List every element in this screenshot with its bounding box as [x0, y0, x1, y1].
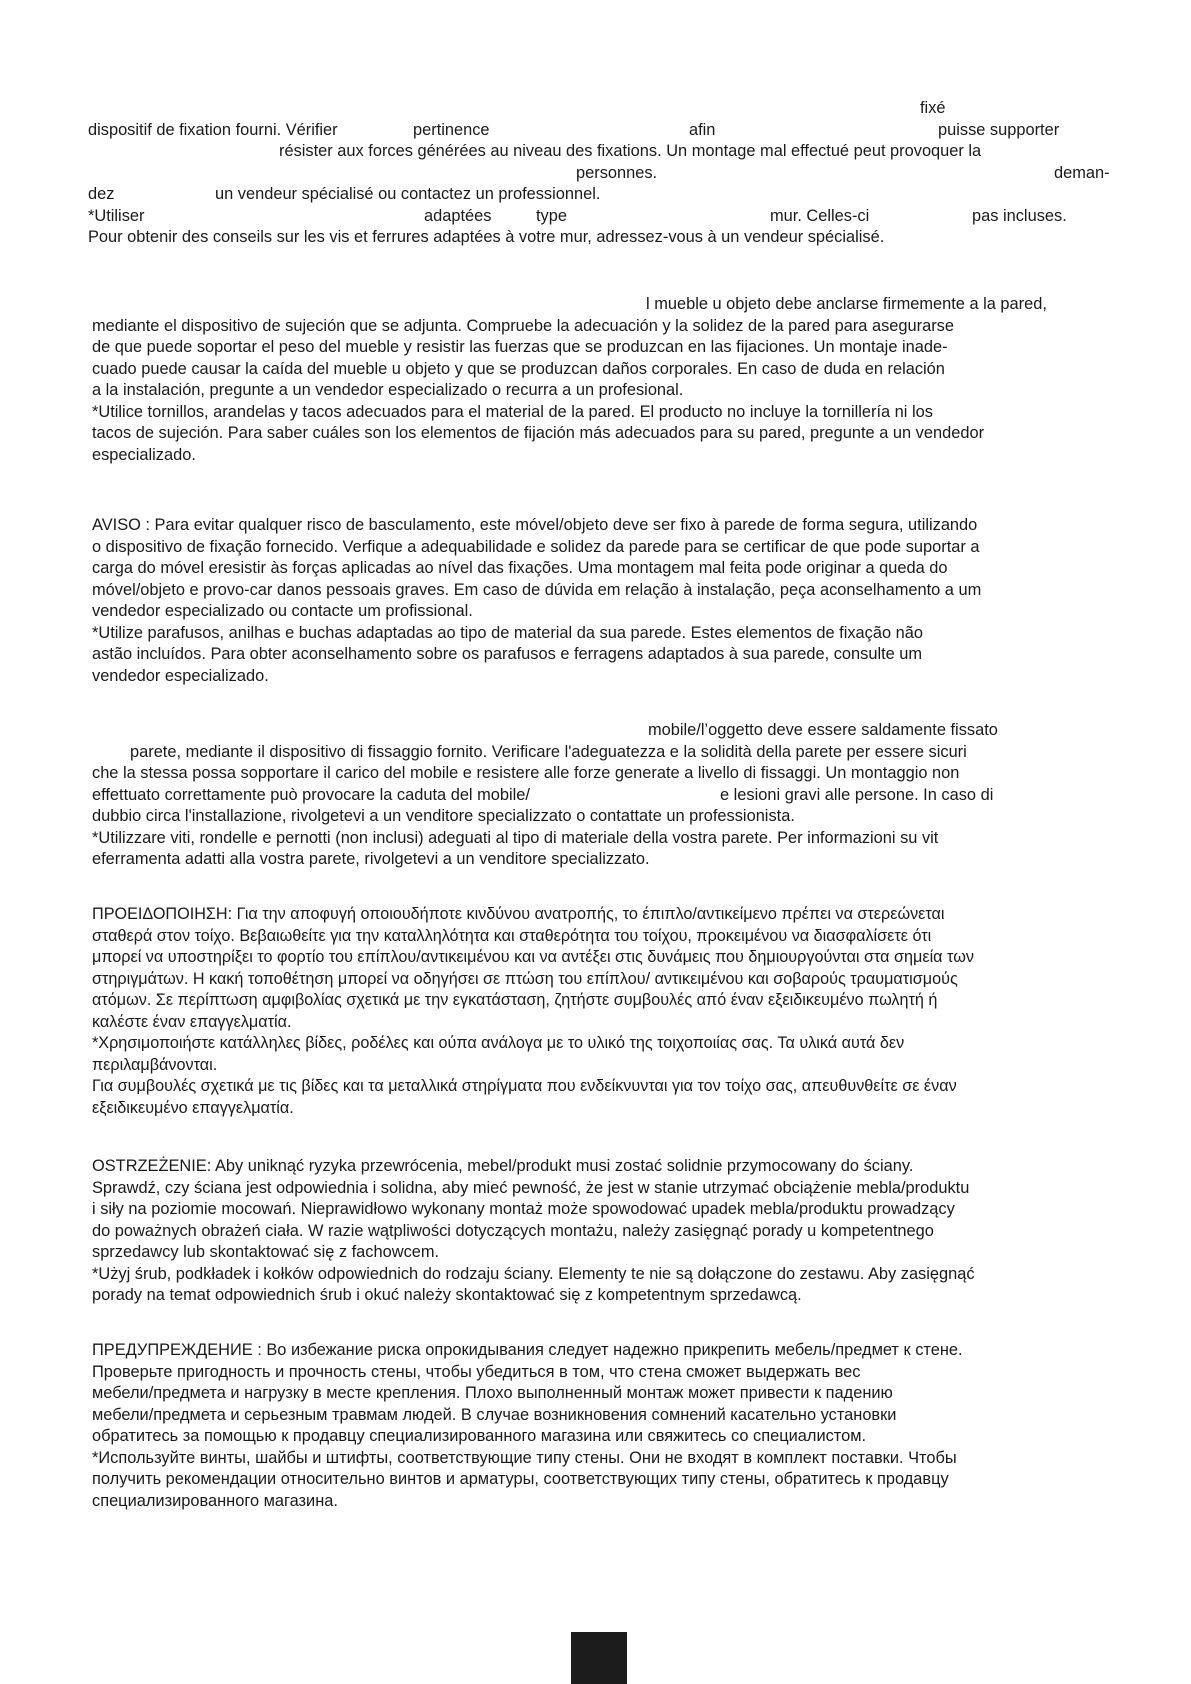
text-line: мебели/предмета и серьезным травмам людей. В случае возникновения сомнений касательно установки	[92, 1405, 897, 1424]
text-line: a la instalación, pregunte a un vendedor especializado o recurra a un profesional.	[92, 381, 684, 399]
text-line: astão incluídos. Para obter aconselhamento sobre os parafusos e ferragens adaptados à sua parede, consulte um	[92, 645, 923, 663]
text-fragment: fixé	[920, 99, 946, 117]
text-line: καλέστε έναν επαγγελματία.	[92, 1012, 292, 1031]
text-line: *Utilize parafusos, anilhas e buchas adaptadas ao tipo de material da sua parede. Estes elementos de fixação não	[92, 623, 923, 642]
text-line: Проверьте пригодность и прочность стены, чтобы убедиться в том, что стена сможет выдержать вес	[92, 1362, 861, 1381]
text-line: περιλαμβάνονται.	[92, 1055, 218, 1074]
text-fragment: afin	[689, 120, 716, 139]
text-line: i siły na poziomie mocowań. Nieprawidłowo wykonany montaż może spowodować upadek mebla/produktu prowadzący	[92, 1200, 955, 1218]
text-fragment: personnes.	[576, 163, 658, 182]
text-line: mediante el dispositivo de sujeción que se adjunta. Compruebe la adecuación y la solidez de la pared para asegurarse	[92, 316, 954, 335]
text-line: σταθερά στον τοίχο. Βεβαιωθείτε για την καταλληλότητα και σταθερότητα του τοίχου, προκειμένου να διασφαλίσετε ότι	[92, 926, 932, 945]
warning-russian	[92, 1340, 1132, 1512]
text-line: Για συμβουλές σχετικά με τις βίδες και τα μεταλλικά στηρίγματα που ενδείκνυνται για τον τοίχο σας, απευθυνθείτε σε έναν	[92, 1077, 957, 1095]
text-fragment: adaptées	[424, 206, 492, 225]
text-fragment: pertinence	[413, 120, 490, 139]
text-line: AVISO : Para evitar qualquer risco de basculamento, este móvel/objeto deve ser fixo à parede de forma segura, utilizando	[92, 516, 978, 534]
text-line: do poważnych obrażeń ciała. W razie wątpliwości dotyczących montażu, należy zasięgnąć porady u kompetentnego	[92, 1221, 934, 1240]
warning-portuguese	[92, 515, 1132, 687]
text-line: *Użyj śrub, podkładek i kołków odpowiednich do rodzaju ściany. Elementy te nie są dołączone do zestawu. Aby zasięgnąć	[92, 1264, 975, 1283]
text-line: vendedor especializado.	[92, 666, 269, 685]
text-fragment: parete, mediante il dispositivo di fissaggio fornito. Verificare l'adeguatezza e la solidità della parete per essere sicuri	[130, 742, 967, 761]
warning-spanish	[92, 294, 1132, 466]
text-fragment: Pour obtenir des conseils sur les vis et ferrures adaptées à votre mur, adressez-vous à un vendeur spécialisé.	[88, 228, 885, 246]
text-fragment: pas incluses.	[972, 206, 1067, 225]
text-line: ПРЕДУПРЕЖДЕНИЕ : Во избежание риска опрокидывания следует надежно прикрепить мебель/предмет к стене.	[92, 1341, 963, 1359]
text-line: l mueble u objeto debe anclarse firmemente a la pared,	[646, 295, 1047, 313]
text-line: especializado.	[92, 445, 196, 464]
text-line: ΠΡΟΕΙΔΟΠΟΙΗΣΗ: Για την αποφυγή οποιουδήποτε κινδύνου ανατροπής, το έπιπλο/αντικείμενο πρέπει να στερεώνεται	[92, 905, 945, 923]
text-fragment: mur. Celles-ci	[770, 206, 870, 225]
text-line: *Используйте винты, шайбы и штифты, соответствующие типу стены. Они не входят в комплект поставки. Чтобы	[92, 1448, 957, 1467]
text-line: OSTRZEŻENIE: Aby uniknąć ryzyka przewrócenia, mebel/produkt musi zostać solidnie przymocowany do ściany.	[92, 1157, 914, 1175]
text-line: vendedor especializado ou contacte um profissional.	[92, 602, 473, 620]
text-line: porady na temat odpowiednich śrub i okuć należy skontaktować się z kompetentnym sprzedawcą.	[92, 1286, 802, 1304]
text-line: специализированного магазина.	[92, 1491, 338, 1510]
text-line: εξειδικευμένο επαγγελματία.	[92, 1098, 294, 1117]
text-fragment: dispositif de fixation fourni. Vérifier	[88, 120, 338, 139]
text-fragment: type	[536, 206, 567, 225]
text-line: обратитесь за помощью к продавцу специализированного магазина или свяжитесь со специалистом.	[92, 1427, 867, 1445]
text-fragment: *Utilizzare viti, rondelle e pernotti (non inclusi) adeguati al tipo di materiale della vostra parete. Per informazioni su vit	[92, 828, 939, 847]
text-line: ατόμων. Σε περίπτωση αμφιβολίας σχετικά με την εγκατάσταση, ζητήστε συμβουλές από έναν εξειδικευμένο πωλητή ή	[92, 991, 938, 1009]
text-fragment: e lesioni gravi alle persone. In caso di	[720, 785, 994, 804]
text-line: tacos de sujeción. Para saber cuáles son los elementos de fijación más adecuados para su pared, pregunte a un vendedor	[92, 424, 985, 442]
text-line: мебели/предмета и нагрузку в месте крепления. Плохо выполненный монтаж может привести к падению	[92, 1384, 893, 1402]
warning-greek	[92, 904, 1132, 1119]
text-fragment: un vendeur spécialisé ou contactez un professionnel.	[215, 185, 601, 203]
text-fragment: dez	[88, 185, 115, 203]
text-line: *Utilice tornillos, arandelas y tacos adecuados para el material de la pared. El producto no incluye la tornillería ni los	[92, 402, 933, 421]
text-fragment: deman-	[1054, 163, 1110, 182]
text-line: получить рекомендации относительно винтов и арматуры, соответствующих типу стены, обратитесь к продавцу	[92, 1470, 949, 1488]
page-number-tab	[571, 1632, 627, 1684]
warning-polish	[92, 1156, 1132, 1307]
text-line: sprzedawcy lub skontaktować się z fachowcem.	[92, 1243, 440, 1261]
text-fragment: résister aux forces générées au niveau des fixations. Un montage mal effectué peut provoquer la	[279, 142, 982, 160]
text-fragment: puisse supporter	[938, 120, 1060, 139]
text-fragment: *Utiliser	[88, 206, 145, 225]
warning-italian	[92, 720, 1132, 871]
text-line: carga do móvel eresistir às forças aplicadas ao nível das fixações. Uma montagem mal feita pode originar a queda do	[92, 559, 948, 577]
text-line: στηριγμάτων. Η κακή τοποθέτηση μπορεί να οδηγήσει σε πτώση του επίπλου/ αντικειμένου και σοβαρούς τραυματισμούς	[92, 969, 958, 988]
text-fragment: effettuato correttamente può provocare la caduta del mobile/	[92, 785, 530, 804]
text-line: Sprawdź, czy ściana jest odpowiednia i solidna, aby mieć pewność, że jest w stanie utrzymać obciążenie mebla/produktu	[92, 1178, 970, 1197]
text-line: o dispositivo de fixação fornecido. Verfique a adequabilidade e solidez da parede para se certificar de que pode suportar a	[92, 537, 980, 556]
text-fragment: eferramenta adatti alla vostra parete, rivolgetevi a un venditore specializzato.	[92, 850, 650, 868]
text-fragment: mobile/l’oggetto deve essere saldamente fissato	[648, 721, 998, 739]
text-fragment: che la stessa possa sopportare il carico del mobile e resistere alle forze generate a livello di fissaggi. Un montaggio non	[92, 764, 960, 782]
text-line: μπορεί να υποστηρίξει το φορτίο του επίπλου/αντικειμένου και να αντέξει στις δυνάμεις που δημιουργούνται στα σημεία των	[92, 948, 974, 966]
text-line: de que puede soportar el peso del mueble y resistir las fuerzas que se produzcan en las fijaciones. Un montaje inade-	[92, 338, 948, 356]
text-fragment: dubbio circa l'installazione, rivolgetevi a un venditore specializzato o contattate un professionista.	[92, 807, 795, 825]
warning-french	[88, 98, 1128, 249]
text-line: cuado puede causar la caída del mueble u objeto y que se produzcan daños corporales. En caso de duda en relación	[92, 359, 945, 378]
text-line: móvel/objeto e provo-car danos pessoais graves. Em caso de dúvida em relação à instalação, peça aconselhamento a um	[92, 580, 982, 599]
text-line: *Χρησιμοποιήστε κατάλληλες βίδες, ροδέλες και ούπα ανάλογα με το υλικό της τοιχοποιίας σας. Τα υλικά αυτά δεν	[92, 1034, 905, 1052]
